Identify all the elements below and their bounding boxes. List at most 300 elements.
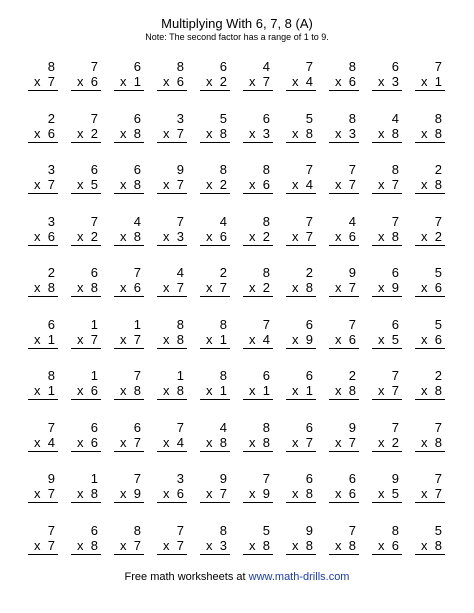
problem-second-factor-value: 8 xyxy=(90,486,98,501)
problem-second-factor xyxy=(163,229,184,244)
problem-second-factor xyxy=(163,383,184,398)
answer-line xyxy=(243,502,273,503)
answer-line xyxy=(415,348,445,349)
problem-first-factor: 7 xyxy=(348,522,356,538)
problem-second-factor-value: 6 xyxy=(348,228,356,244)
problem-second-factor xyxy=(335,177,356,192)
multiply-operator: x xyxy=(335,331,342,347)
multiply-operator: x xyxy=(77,486,84,501)
problem-first-factor: 7 xyxy=(391,419,399,435)
problem-first-factor: 7 xyxy=(90,213,98,229)
problem-second-factor xyxy=(292,177,313,192)
multiply-operator: x xyxy=(378,383,385,398)
answer-line xyxy=(372,90,402,91)
problem-first-factor: 5 xyxy=(434,265,442,280)
problem-first-factor: 8 xyxy=(391,522,399,538)
problem-first-factor: 3 xyxy=(47,213,55,229)
multiply-operator: x xyxy=(34,383,41,398)
multiply-operator: x xyxy=(206,486,213,501)
answer-line xyxy=(329,193,359,194)
multiply-operator: x xyxy=(292,228,299,244)
answer-line xyxy=(114,90,144,91)
problem-first-factor: 7 xyxy=(176,213,184,229)
answer-line xyxy=(372,554,402,555)
problem-cell xyxy=(364,265,407,317)
problem-first-factor: 7 xyxy=(434,59,442,74)
problem-second-factor xyxy=(421,332,442,347)
problem-second-factor-value: 7 xyxy=(348,177,356,192)
problem-first-factor: 2 xyxy=(219,265,227,280)
multiply-operator: x xyxy=(292,486,299,501)
problem-second-factor xyxy=(335,538,356,553)
answer-line xyxy=(372,399,402,400)
problem-cell xyxy=(407,471,450,523)
problem-second-factor xyxy=(77,435,98,450)
problem-second-factor xyxy=(292,486,313,501)
problem-cell xyxy=(63,368,106,420)
problem-first-factor: 5 xyxy=(434,316,442,332)
problem-cell xyxy=(106,317,149,369)
problem-second-factor-value: 6 xyxy=(47,228,55,244)
multiply-operator: x xyxy=(163,331,170,347)
problem-first-factor: 8 xyxy=(434,110,442,126)
problem-cell xyxy=(106,265,149,317)
problem-cell xyxy=(20,59,63,111)
problem-first-factor: 9 xyxy=(305,522,313,538)
problem-cell xyxy=(149,471,192,523)
problem-second-factor xyxy=(378,538,399,553)
problem-second-factor-value: 8 xyxy=(219,434,227,450)
problem-second-factor xyxy=(120,229,141,244)
answer-line xyxy=(28,399,58,400)
problem-first-factor: 9 xyxy=(391,471,399,486)
problem-first-factor: 8 xyxy=(262,265,270,280)
problem-second-factor-value: 8 xyxy=(434,177,442,192)
multiply-operator: x xyxy=(335,74,342,89)
problem-cell xyxy=(407,368,450,420)
answer-line xyxy=(415,142,445,143)
problem-second-factor-value: 1 xyxy=(219,383,227,398)
problem-cell xyxy=(149,111,192,163)
problem-cell xyxy=(192,162,235,214)
problem-second-factor-value: 7 xyxy=(47,177,55,192)
problem-cell xyxy=(149,523,192,575)
answer-line xyxy=(71,451,101,452)
answer-line xyxy=(243,90,273,91)
multiply-operator: x xyxy=(163,280,170,295)
problem-cell xyxy=(192,471,235,523)
problem-first-factor: 6 xyxy=(133,110,141,126)
problem-second-factor xyxy=(206,280,227,295)
answer-line xyxy=(114,502,144,503)
problem-cell xyxy=(235,265,278,317)
problem-second-factor xyxy=(163,332,184,347)
problem-cell xyxy=(321,162,364,214)
answer-line xyxy=(200,193,230,194)
problem-cell xyxy=(235,162,278,214)
problem-second-factor xyxy=(249,332,270,347)
multiply-operator: x xyxy=(206,125,213,141)
problem-first-factor: 8 xyxy=(47,59,55,74)
multiply-operator: x xyxy=(378,486,385,501)
problem-second-factor xyxy=(292,126,313,141)
problem-cell xyxy=(235,111,278,163)
problem-second-factor xyxy=(378,486,399,501)
problem-cell xyxy=(235,368,278,420)
multiply-operator: x xyxy=(34,434,41,450)
problem-second-factor-value: 2 xyxy=(90,125,98,141)
problem-cell xyxy=(20,420,63,472)
multiply-operator: x xyxy=(206,228,213,244)
problem-cell xyxy=(235,59,278,111)
problem-cell xyxy=(278,162,321,214)
problem-second-factor-value: 8 xyxy=(133,177,141,192)
answer-line xyxy=(200,90,230,91)
problem-second-factor-value: 7 xyxy=(133,434,141,450)
problem-second-factor-value: 7 xyxy=(176,537,184,553)
problem-first-factor: 7 xyxy=(90,59,98,74)
problem-cell xyxy=(321,523,364,575)
multiply-operator: x xyxy=(335,383,342,398)
problem-first-factor: 6 xyxy=(262,110,270,126)
problem-cell xyxy=(278,471,321,523)
problem-cell xyxy=(321,265,364,317)
problem-first-factor: 8 xyxy=(133,522,141,538)
multiply-operator: x xyxy=(292,537,299,553)
problem-first-factor: 9 xyxy=(348,419,356,435)
page-title: Multiplying With 6, 7, 8 (A) xyxy=(161,16,313,31)
problem-first-factor: 7 xyxy=(305,213,313,229)
problem-first-factor: 2 xyxy=(434,368,442,383)
problem-first-factor: 9 xyxy=(348,265,356,280)
problem-first-factor: 7 xyxy=(90,110,98,126)
problem-cell xyxy=(63,265,106,317)
problem-cell xyxy=(407,420,450,472)
problem-second-factor xyxy=(206,332,227,347)
problem-second-factor xyxy=(249,74,270,89)
problem-cell xyxy=(20,523,63,575)
problem-cell xyxy=(407,162,450,214)
answer-line xyxy=(71,245,101,246)
answer-line xyxy=(71,502,101,503)
problem-second-factor xyxy=(335,74,356,89)
problem-second-factor-value: 6 xyxy=(434,331,442,347)
problem-first-factor: 5 xyxy=(305,110,313,126)
problem-cell xyxy=(321,111,364,163)
problem-second-factor xyxy=(77,538,98,553)
answer-line xyxy=(329,296,359,297)
multiply-operator: x xyxy=(292,280,299,295)
problem-second-factor xyxy=(292,435,313,450)
answer-line xyxy=(415,399,445,400)
problem-first-factor: 8 xyxy=(262,162,270,177)
problem-first-factor: 7 xyxy=(133,368,141,383)
multiply-operator: x xyxy=(34,125,41,141)
answer-line xyxy=(200,142,230,143)
multiply-operator: x xyxy=(120,434,127,450)
multiply-operator: x xyxy=(292,434,299,450)
problem-cell xyxy=(20,214,63,266)
problem-second-factor-value: 8 xyxy=(348,383,356,398)
problem-cell xyxy=(407,59,450,111)
answer-line xyxy=(28,90,58,91)
problem-first-factor: 7 xyxy=(434,419,442,435)
problem-second-factor-value: 8 xyxy=(305,280,313,295)
problem-first-factor: 1 xyxy=(90,316,98,332)
footer xyxy=(0,571,474,584)
problem-second-factor-value: 8 xyxy=(348,537,356,553)
answer-line xyxy=(286,90,316,91)
problem-second-factor-value: 2 xyxy=(262,280,270,295)
answer-line xyxy=(71,554,101,555)
multiply-operator: x xyxy=(120,125,127,141)
multiply-operator: x xyxy=(77,125,84,141)
multiply-operator: x xyxy=(34,331,41,347)
problem-first-factor: 7 xyxy=(176,522,184,538)
multiply-operator: x xyxy=(421,228,428,244)
problem-second-factor xyxy=(120,332,141,347)
multiply-operator: x xyxy=(292,74,299,89)
problem-second-factor xyxy=(378,383,399,398)
problem-first-factor: 6 xyxy=(90,162,98,177)
multiply-operator: x xyxy=(292,383,299,398)
page-note: Note: The second factor has a range of 1 to 9. xyxy=(145,32,329,42)
answer-line xyxy=(157,245,187,246)
problem-first-factor: 7 xyxy=(47,522,55,538)
answer-line xyxy=(71,193,101,194)
problem-second-factor-value: 2 xyxy=(219,74,227,89)
multiply-operator: x xyxy=(292,125,299,141)
multiply-operator: x xyxy=(421,74,428,89)
multiply-operator: x xyxy=(292,331,299,347)
multiply-operator: x xyxy=(120,331,127,347)
multiply-operator: x xyxy=(249,177,256,192)
problem-second-factor xyxy=(292,74,313,89)
multiply-operator: x xyxy=(163,125,170,141)
multiply-operator: x xyxy=(249,486,256,501)
answer-line xyxy=(329,554,359,555)
problem-first-factor: 7 xyxy=(47,419,55,435)
answer-line xyxy=(157,399,187,400)
problem-cell xyxy=(20,471,63,523)
problem-second-factor-value: 8 xyxy=(434,125,442,141)
problem-second-factor-value: 6 xyxy=(348,331,356,347)
problem-cell xyxy=(364,523,407,575)
problem-second-factor xyxy=(34,486,55,501)
problem-cell xyxy=(364,162,407,214)
problem-first-factor: 6 xyxy=(262,368,270,383)
multiply-operator: x xyxy=(335,537,342,553)
problem-second-factor-value: 6 xyxy=(90,74,98,89)
problem-second-factor xyxy=(206,383,227,398)
answer-line xyxy=(114,451,144,452)
answer-line xyxy=(329,90,359,91)
problem-cell xyxy=(278,317,321,369)
answer-line xyxy=(243,399,273,400)
answer-line xyxy=(114,554,144,555)
multiply-operator: x xyxy=(120,74,127,89)
problem-second-factor-value: 7 xyxy=(434,486,442,501)
problem-cell xyxy=(106,420,149,472)
problem-second-factor xyxy=(77,486,98,501)
problem-second-factor xyxy=(292,538,313,553)
answer-line xyxy=(200,348,230,349)
problem-first-factor: 2 xyxy=(305,265,313,280)
multiply-operator: x xyxy=(77,280,84,295)
problem-second-factor-value: 2 xyxy=(219,177,227,192)
problem-second-factor-value: 8 xyxy=(90,280,98,295)
answer-line xyxy=(286,296,316,297)
problem-second-factor xyxy=(34,229,55,244)
problem-cell xyxy=(106,523,149,575)
problem-cell xyxy=(407,317,450,369)
problem-second-factor xyxy=(249,538,270,553)
problem-first-factor: 9 xyxy=(47,471,55,486)
multiply-operator: x xyxy=(206,177,213,192)
multiply-operator: x xyxy=(120,537,127,553)
footer-text: Free math worksheets at xyxy=(124,571,249,583)
problem-first-factor: 4 xyxy=(391,110,399,126)
problem-cell xyxy=(235,214,278,266)
answer-line xyxy=(372,193,402,194)
problem-cell xyxy=(407,265,450,317)
problem-first-factor: 1 xyxy=(90,368,98,383)
problem-first-factor: 3 xyxy=(47,162,55,177)
problem-second-factor-value: 4 xyxy=(262,331,270,347)
problem-second-factor xyxy=(120,177,141,192)
problem-second-factor xyxy=(34,74,55,89)
problem-first-factor: 6 xyxy=(133,59,141,74)
problem-first-factor: 5 xyxy=(262,522,270,538)
problem-second-factor xyxy=(77,229,98,244)
problem-second-factor-value: 8 xyxy=(90,537,98,553)
answer-line xyxy=(286,399,316,400)
problem-second-factor xyxy=(335,280,356,295)
answer-line xyxy=(329,451,359,452)
problem-first-factor: 8 xyxy=(219,368,227,383)
problem-cell xyxy=(63,111,106,163)
problem-second-factor-value: 8 xyxy=(219,125,227,141)
problem-first-factor: 6 xyxy=(219,59,227,74)
problem-second-factor-value: 1 xyxy=(133,74,141,89)
problem-second-factor-value: 6 xyxy=(176,74,184,89)
problem-cell xyxy=(192,317,235,369)
answer-line xyxy=(28,502,58,503)
problem-second-factor xyxy=(249,435,270,450)
problem-second-factor-value: 8 xyxy=(262,537,270,553)
problem-second-factor-value: 6 xyxy=(434,280,442,295)
problem-second-factor-value: 7 xyxy=(219,280,227,295)
multiply-operator: x xyxy=(120,383,127,398)
problem-first-factor: 7 xyxy=(262,316,270,332)
problem-second-factor-value: 2 xyxy=(90,228,98,244)
problem-second-factor-value: 9 xyxy=(305,331,313,347)
problem-second-factor xyxy=(120,74,141,89)
answer-line xyxy=(71,142,101,143)
multiply-operator: x xyxy=(163,177,170,192)
multiply-operator: x xyxy=(378,177,385,192)
answer-line xyxy=(71,90,101,91)
problem-second-factor xyxy=(77,126,98,141)
problem-second-factor-value: 7 xyxy=(47,486,55,501)
problem-first-factor: 4 xyxy=(219,213,227,229)
problem-second-factor-value: 8 xyxy=(391,228,399,244)
problem-first-factor: 2 xyxy=(47,110,55,126)
problem-second-factor xyxy=(163,280,184,295)
problem-cell xyxy=(192,59,235,111)
problem-second-factor xyxy=(421,177,442,192)
problem-second-factor xyxy=(421,383,442,398)
problem-cell xyxy=(63,420,106,472)
problem-first-factor: 6 xyxy=(90,522,98,538)
problem-first-factor: 6 xyxy=(305,368,313,383)
problem-second-factor xyxy=(249,280,270,295)
problem-second-factor-value: 9 xyxy=(391,280,399,295)
multiply-operator: x xyxy=(206,537,213,553)
problem-second-factor xyxy=(249,126,270,141)
problem-second-factor-value: 7 xyxy=(305,228,313,244)
problem-cell xyxy=(278,111,321,163)
footer-link[interactable]: www.math-drills.com xyxy=(248,571,350,583)
problem-second-factor xyxy=(421,538,442,553)
multiply-operator: x xyxy=(249,125,256,141)
problem-cell xyxy=(106,368,149,420)
problem-second-factor xyxy=(120,383,141,398)
multiply-operator: x xyxy=(34,177,41,192)
problem-second-factor-value: 7 xyxy=(305,434,313,450)
problem-second-factor-value: 7 xyxy=(348,434,356,450)
problem-first-factor: 6 xyxy=(133,162,141,177)
problem-second-factor xyxy=(378,332,399,347)
problem-cell xyxy=(63,317,106,369)
problem-first-factor: 6 xyxy=(391,316,399,332)
multiply-operator: x xyxy=(378,537,385,553)
answer-line xyxy=(243,451,273,452)
problem-first-factor: 7 xyxy=(133,265,141,280)
multiply-operator: x xyxy=(163,383,170,398)
problem-second-factor xyxy=(421,280,442,295)
multiply-operator: x xyxy=(120,228,127,244)
multiply-operator: x xyxy=(335,434,342,450)
multiply-operator: x xyxy=(77,228,84,244)
problem-second-factor xyxy=(163,74,184,89)
problem-cell xyxy=(321,214,364,266)
problem-cell xyxy=(321,471,364,523)
problem-second-factor-value: 6 xyxy=(348,74,356,89)
problem-cell xyxy=(149,368,192,420)
problem-second-factor xyxy=(163,126,184,141)
problem-cell xyxy=(63,523,106,575)
problem-first-factor: 3 xyxy=(176,471,184,486)
problem-first-factor: 7 xyxy=(305,59,313,74)
problem-second-factor-value: 7 xyxy=(47,74,55,89)
problem-first-factor: 6 xyxy=(90,419,98,435)
problem-first-factor: 6 xyxy=(305,419,313,435)
problem-second-factor xyxy=(335,435,356,450)
problem-cell xyxy=(278,523,321,575)
answer-line xyxy=(114,399,144,400)
multiply-operator: x xyxy=(249,537,256,553)
multiply-operator: x xyxy=(335,228,342,244)
answer-line xyxy=(415,451,445,452)
multiply-operator: x xyxy=(378,280,385,295)
problem-first-factor: 4 xyxy=(348,213,356,229)
problem-second-factor xyxy=(34,383,55,398)
problem-cell xyxy=(106,111,149,163)
problem-second-factor-value: 8 xyxy=(305,486,313,501)
problem-second-factor xyxy=(292,229,313,244)
problem-cell xyxy=(192,111,235,163)
